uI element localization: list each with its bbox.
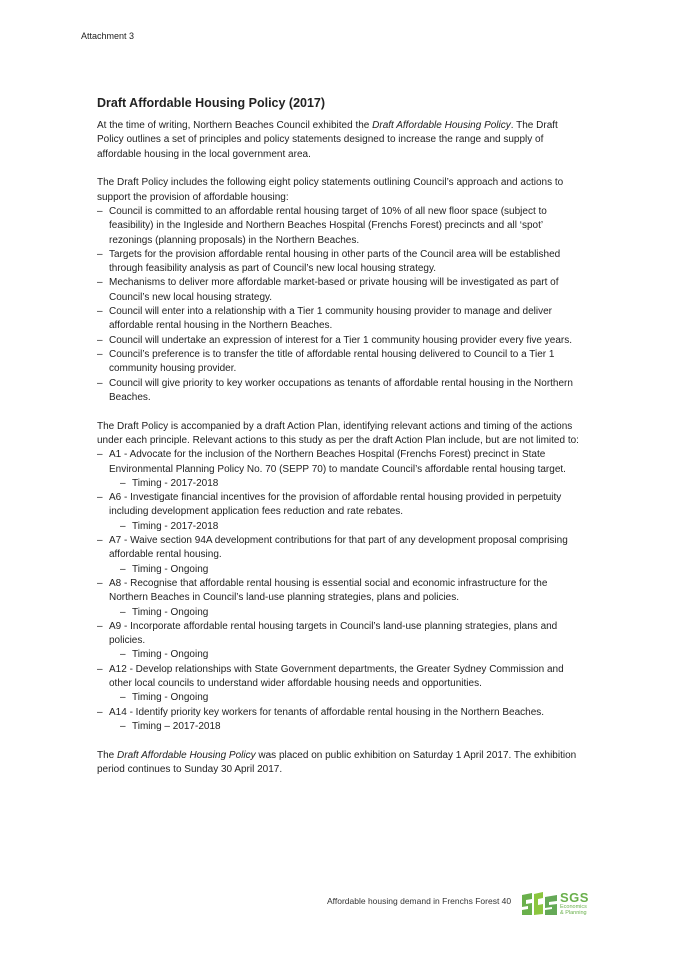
action-item: – A9 - Incorporate affordable rental housing targets in Council’s land-use planning strategies, plans and policies. xyxy=(97,620,579,649)
logo-text xyxy=(560,891,589,916)
policy-statement: – Council will give priority to key worker occupations as tenants of affordable rental housing in the Northern Beaches. xyxy=(97,377,579,406)
intro-policy-title: Draft Affordable Housing Policy xyxy=(372,120,511,131)
policy-statement: – Council is committed to an affordable rental housing target of 10% of all new floor space (subject to feasibility) in the Ingleside and Northern Beaches Hospital (Frenchs Forest) precincts and all ‘spot’ rezonings (planning proposals) in the Northern Beaches. xyxy=(97,205,579,248)
actions-intro: The Draft Policy is accompanied by a draft Action Plan, identifying relevant actions and timing of the actions under each principle. Relevant actions to this study as per the draft Action Plan include, but are not limited to: xyxy=(97,420,579,446)
logo-subtitle-2: & Planning xyxy=(560,910,587,916)
intro-paragraph xyxy=(97,119,579,162)
policy-statement: – Council will undertake an expression of interest for a Tier 1 community housing provider every five years. xyxy=(97,334,579,348)
action-item: – A6 - Investigate financial incentives for the provision of affordable rental housing provided in perpetuity including development application fees reduction and rate rebates. xyxy=(97,491,579,520)
action-timing: – Timing - 2017-2018 xyxy=(97,520,579,534)
action-timing: – Timing – 2017-2018 xyxy=(97,720,579,734)
logo-subtitle-1: Economics xyxy=(560,904,587,910)
policy-statement: – Council will enter into a relationship with a Tier 1 community housing provider to manage and deliver affordable rental housing in the Northern Beaches. xyxy=(97,305,579,334)
action-item: – A12 - Develop relationships with State Government departments, the Greater Sydney Commission and other local councils to understand wider affordable housing needs and opportunities. xyxy=(97,663,579,692)
footer-text: Affordable housing demand in Frenchs Forest 40 xyxy=(327,896,512,906)
closing-text-b: was placed on public exhibition on Saturday 1 April 2017. The exhibition period continues to Sunday 30 April 2017. xyxy=(97,749,577,775)
document-body xyxy=(97,95,579,792)
action-item: – A8 - Recognise that affordable rental housing is essential social and economic infrastructure for the Northern Beaches in Council’s land-use planning strategies, plans and policies. xyxy=(97,577,579,606)
closing-policy-title: Draft Affordable Housing Policy xyxy=(117,749,256,761)
action-item: – A14 - Identify priority key workers for tenants of affordable rental housing in the Northern Beaches. xyxy=(97,706,579,720)
policy-statement: – Council’s preference is to transfer the title of affordable rental housing delivered to Council to a Tier 1 community housing provider. xyxy=(97,348,579,377)
intro-text-b: . The Draft Policy outlines a set of principles and policy statements designed to increase the range and supply of affordable housing in the local government area. xyxy=(97,120,558,160)
intro-text-a: At the time of writing, Northern Beaches Council exhibited the xyxy=(97,120,373,131)
action-item: – A1 - Advocate for the inclusion of the Northern Beaches Hospital (Frenchs Forest) precinct in State Environmental Planning Policy No. 70 (SEPP 70) to mandate Council’s affordable rental housing target. xyxy=(97,448,579,477)
policy-statement: – Targets for the provision affordable rental housing in other parts of the Council area will be established through feasibility analysis as part of Council’s new local housing strategy. xyxy=(97,248,579,277)
logo-name: SGS xyxy=(560,890,589,905)
section-heading: Draft Affordable Housing Policy (2017) xyxy=(97,96,326,110)
policy-statements-list xyxy=(97,205,579,405)
action-timing: – Timing - Ongoing xyxy=(97,648,579,662)
closing-text-a: The xyxy=(97,749,118,761)
action-timing: – Timing - Ongoing xyxy=(97,691,579,705)
action-timing: – Timing - 2017-2018 xyxy=(97,477,579,491)
action-item: – A7 - Waive section 94A development contributions for that part of any development proposal comprising affordable rental housing. xyxy=(97,534,579,563)
action-timing: – Timing - Ongoing xyxy=(97,563,579,577)
action-plan-list xyxy=(97,448,579,734)
policy-statement: – Mechanisms to deliver more affordable market-based or private housing will be investigated as part of Council’s new local housing strategy. xyxy=(97,276,579,305)
attachment-label: Attachment 3 xyxy=(81,31,135,41)
closing-paragraph xyxy=(97,749,579,778)
action-timing: – Timing - Ongoing xyxy=(97,606,579,620)
statements-intro: The Draft Policy includes the following eight policy statements outlining Council’s approach and actions to support the provision of affordable housing: xyxy=(97,177,564,203)
